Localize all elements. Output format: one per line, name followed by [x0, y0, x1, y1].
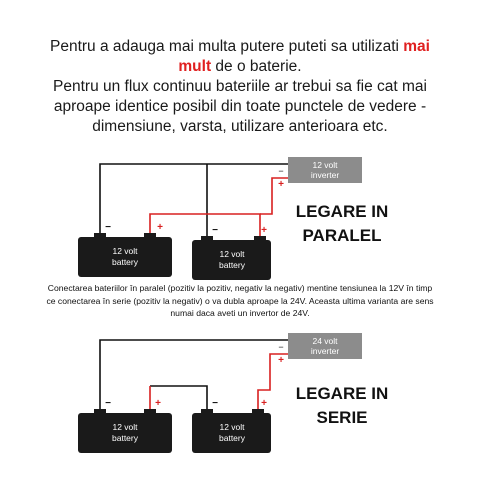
- series-battery-1-label-1: 12 volt: [112, 422, 138, 432]
- series-inverter-plus: +: [278, 355, 284, 366]
- series-battery-2-minus: −: [212, 398, 218, 409]
- explanation-line-1: Conectarea bateriilor în paralel (pozitiv la pozitiv, negativ la negativ) mentine tensiunea la 12V în timp: [47, 283, 433, 293]
- intro-line-1: [10, 37, 470, 57]
- parallel-inverter-label-1: 12 volt: [312, 160, 338, 170]
- parallel-positive-link: [150, 214, 260, 236]
- series-title: [282, 382, 402, 430]
- intro-line-3: Pentru un flux continuu bateriile ar trebui sa fie cat mai: [53, 78, 427, 95]
- intro-line-5: dimensiune, varsta, utilizare anterioara etc.: [92, 118, 388, 135]
- parallel-battery-2-plus: +: [261, 225, 267, 236]
- parallel-inverter-plus: +: [278, 179, 284, 190]
- series-inverter-label-1: 24 volt: [312, 336, 338, 346]
- parallel-inverter-minus: −: [278, 166, 284, 176]
- series-inverter-label-2: inverter: [310, 346, 340, 356]
- intro-text: [10, 37, 470, 137]
- explanation-line-3: numai daca aveti un invertor de 24V.: [170, 308, 310, 318]
- series-negative-wire: [100, 340, 288, 412]
- parallel-battery-1-label-1: 12 volt: [112, 246, 138, 256]
- series-battery-1-minus: −: [105, 398, 111, 409]
- parallel-battery-1-minus: −: [105, 222, 111, 233]
- series-battery-2-label-2: battery: [219, 433, 245, 443]
- series-inverter-minus: −: [278, 342, 284, 352]
- explanation-line-2: ce conectarea în serie (pozitiv la negativ) o va dubla aproape la 24V. Aceasta ultima varianta are sens: [46, 295, 434, 306]
- series-battery-1-label-2: battery: [112, 433, 138, 443]
- intro-highlight-mai: mai: [403, 38, 430, 55]
- parallel-battery-2-minus: −: [212, 225, 218, 236]
- parallel-battery-2-label-1: 12 volt: [219, 249, 245, 259]
- series-wiring-diagram: [0, 330, 480, 500]
- intro-line-2: [10, 57, 470, 77]
- series-title-line-1: LEGARE IN: [295, 384, 389, 403]
- parallel-battery-2-label-2: battery: [219, 260, 245, 270]
- intro-line-1-text: Pentru a adauga mai multa putere puteti sa utilizati: [50, 38, 404, 55]
- intro-line-2-text: de o baterie.: [211, 58, 302, 75]
- series-title-line-2: SERIE: [316, 408, 368, 427]
- parallel-battery-1-label-2: battery: [112, 257, 138, 267]
- series-battery-2-plus: +: [261, 398, 267, 409]
- parallel-inverter-label-2: inverter: [310, 170, 340, 180]
- series-battery-2-label-1: 12 volt: [219, 422, 245, 432]
- parallel-title-line-2: PARALEL: [302, 226, 382, 245]
- parallel-title: [282, 200, 402, 248]
- explanation-text: [20, 282, 460, 320]
- series-battery-1-plus: +: [155, 398, 161, 409]
- parallel-title-line-1: LEGARE IN: [295, 202, 389, 221]
- parallel-battery-1-plus: +: [157, 222, 163, 233]
- intro-highlight-mult: mult: [178, 58, 212, 75]
- intro-line-4: aproape identice posibil din toate punctele de vedere -: [53, 98, 427, 115]
